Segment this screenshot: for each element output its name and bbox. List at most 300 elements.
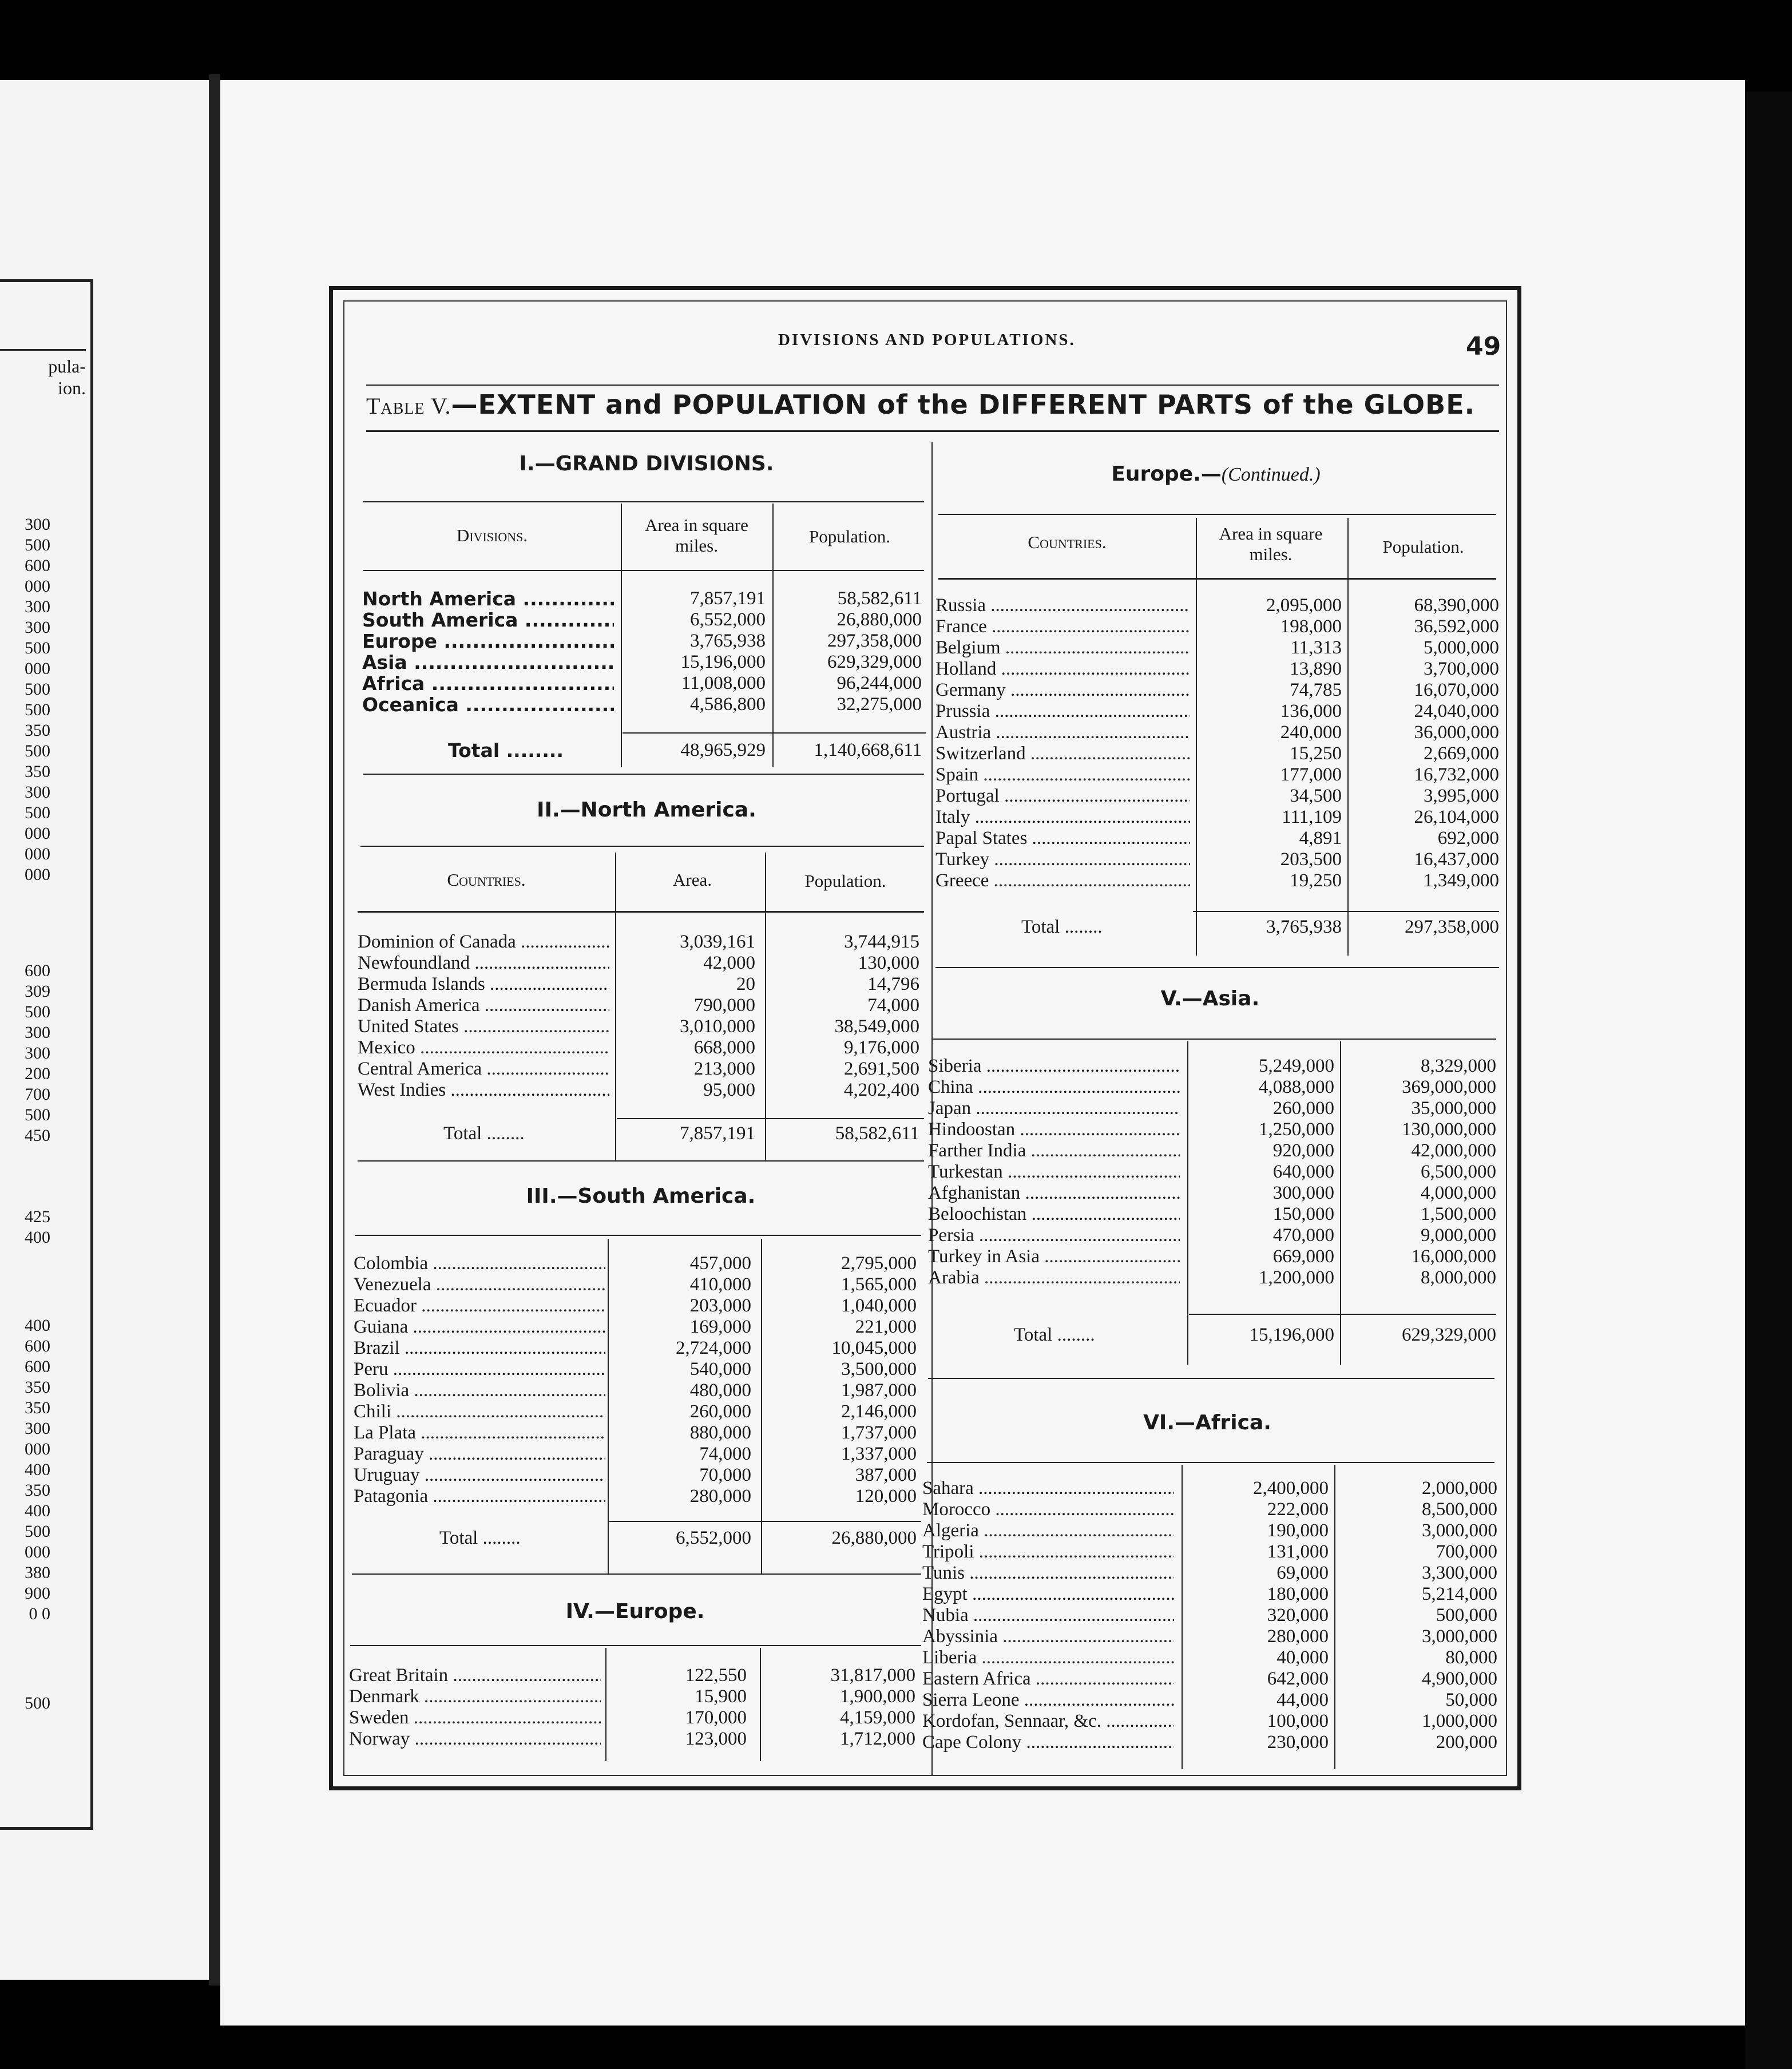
row-name: Greece .....: [935, 870, 1190, 891]
section-heading-europe-continued: [938, 462, 1493, 486]
table-row: [358, 932, 924, 953]
row-name: Uruguay .....: [354, 1465, 605, 1486]
row-area: 222,000: [1267, 1499, 1329, 1520]
row-area: 480,000: [689, 1380, 751, 1401]
left-page-number: 350: [25, 1398, 50, 1417]
row-area: 70,000: [699, 1465, 751, 1485]
left-page-number: 0 0: [29, 1604, 50, 1623]
left-page-number: 350: [25, 1481, 50, 1500]
table-row: [935, 828, 1502, 849]
row-population: 8,500,000: [1422, 1499, 1497, 1520]
row-population: 500,000: [1436, 1605, 1497, 1626]
row-population: 221,000: [855, 1317, 917, 1337]
row-area: 4,088,000: [1259, 1077, 1334, 1097]
left-page-number: 450: [25, 1126, 50, 1145]
rule: [1189, 1314, 1496, 1315]
left-page-number: 600: [25, 961, 50, 980]
col-header-population: Population.: [808, 526, 891, 546]
row-name: Nubia .....: [922, 1605, 1174, 1626]
row-name: Oceanica .....: [362, 694, 614, 715]
row-population: 4,000,000: [1421, 1183, 1496, 1203]
row-population: 120,000: [855, 1486, 917, 1507]
left-page-number: 400: [25, 1460, 50, 1479]
row-population: 1,349,000: [1424, 870, 1499, 891]
row-name: Great Britain .....: [349, 1665, 601, 1686]
row-area: 203,500: [1280, 849, 1342, 870]
row-population: 10,045,000: [831, 1338, 917, 1358]
rule: [609, 1521, 921, 1522]
col-header-countries: Countries.: [447, 870, 526, 890]
left-header-line: ion.: [58, 378, 86, 398]
row-area: 320,000: [1267, 1605, 1329, 1626]
left-page-number: 600: [25, 1357, 50, 1376]
left-page-number: 380: [25, 1563, 50, 1582]
row-name: Russia .....: [935, 595, 1190, 616]
row-area: 410,000: [689, 1274, 751, 1295]
col-header-population: Population.: [1382, 537, 1464, 557]
row-area: 48,965,929: [680, 740, 766, 760]
page-gutter: [209, 74, 220, 1985]
table-row: [358, 1080, 924, 1101]
row-name: Patagonia .....: [354, 1486, 605, 1507]
row-area: 3,010,000: [680, 1016, 755, 1037]
left-page-number: 300: [25, 515, 50, 534]
row-name: North America .....: [362, 588, 614, 609]
row-name: Tunis .....: [922, 1563, 1174, 1584]
row-area: 880,000: [689, 1422, 751, 1443]
row-population: 8,000,000: [1421, 1267, 1496, 1288]
left-page-number: 500: [25, 803, 50, 822]
table-row: [935, 786, 1502, 807]
row-name: China .....: [928, 1077, 1180, 1098]
row-area: 4,586,800: [690, 694, 766, 715]
row-area: 457,000: [689, 1253, 751, 1274]
table-row: [928, 1225, 1496, 1246]
row-area: 6,552,000: [690, 609, 766, 630]
table-row: [354, 1338, 921, 1359]
row-population: 58,582,611: [835, 1123, 919, 1144]
rule: [928, 1378, 1494, 1379]
row-area: 170,000: [685, 1707, 747, 1728]
row-population: 369,000,000: [1402, 1077, 1496, 1097]
rule: [935, 967, 1499, 968]
row-population: 1,737,000: [841, 1422, 917, 1443]
left-page-number: 700: [25, 1085, 50, 1104]
row-area: 300,000: [1272, 1183, 1334, 1203]
row-name: United States .....: [358, 1016, 609, 1037]
row-area: 42,000: [703, 953, 755, 973]
row-population: 16,000,000: [1411, 1246, 1496, 1267]
table-row: [349, 1686, 921, 1707]
row-name: Afghanistan .....: [928, 1183, 1180, 1204]
book-edge: [1745, 92, 1792, 2069]
section-heading-north-america: II.—North America.: [537, 798, 756, 822]
table-row: [928, 1183, 1496, 1204]
left-page-number: 500: [25, 742, 50, 760]
left-page-number: 350: [25, 762, 50, 781]
rule: [350, 1645, 921, 1646]
rule: [358, 911, 924, 913]
rule: [933, 1039, 1496, 1040]
row-area: 7,857,191: [690, 588, 766, 609]
row-name: Cape Colony .....: [922, 1732, 1174, 1753]
row-name: Morocco .....: [922, 1499, 1174, 1520]
row-population: 26,880,000: [831, 1528, 917, 1548]
table-row: [935, 722, 1502, 743]
table-row: [358, 1037, 924, 1059]
row-area: 74,785: [1290, 680, 1342, 700]
left-page-number: 400: [25, 1228, 50, 1247]
row-name: Eastern Africa .....: [922, 1668, 1174, 1690]
row-name: Portugal .....: [935, 786, 1190, 807]
row-area: 3,039,161: [680, 932, 755, 952]
left-page-number: 300: [25, 1044, 50, 1063]
table-row: [935, 701, 1502, 722]
row-name: Total .....: [935, 917, 1190, 938]
row-area: 6,552,000: [676, 1528, 751, 1548]
total-row: [358, 1123, 924, 1144]
row-population: 387,000: [855, 1465, 917, 1485]
table-row: [354, 1422, 921, 1444]
row-population: 16,437,000: [1414, 849, 1499, 870]
row-population: 1,000,000: [1422, 1711, 1497, 1731]
left-page-number: 300: [25, 1419, 50, 1438]
row-population: 3,000,000: [1422, 1626, 1497, 1647]
row-name: Brazil .....: [354, 1338, 605, 1359]
row-name: Kordofan, Sennaar, &c. .....: [922, 1711, 1174, 1732]
row-population: 1,040,000: [841, 1295, 917, 1316]
left-page-number: 000: [25, 845, 50, 863]
table-row: [922, 1541, 1497, 1563]
row-name: Dominion of Canada .....: [358, 932, 609, 953]
row-population: 297,358,000: [827, 631, 922, 651]
section-heading-grand-divisions: I.—GRAND DIVISIONS.: [519, 452, 774, 475]
row-area: 122,550: [685, 1665, 747, 1686]
table-row: [928, 1267, 1496, 1289]
row-population: 692,000: [1437, 828, 1499, 849]
row-area: 95,000: [703, 1080, 755, 1100]
row-population: 9,000,000: [1421, 1225, 1496, 1246]
row-name: Turkey in Asia .....: [928, 1246, 1180, 1267]
row-population: 2,146,000: [841, 1401, 917, 1422]
left-page-number: 300: [25, 597, 50, 616]
row-area: 131,000: [1267, 1541, 1329, 1562]
row-area: 213,000: [693, 1059, 755, 1079]
rule: [366, 430, 1499, 432]
table-row: [354, 1444, 921, 1465]
row-name: Danish America .....: [358, 995, 609, 1016]
row-area: 15,900: [695, 1686, 747, 1707]
row-name: Total .....: [928, 1325, 1180, 1346]
row-name: Switzerland .....: [935, 743, 1190, 764]
row-population: 130,000: [858, 953, 919, 973]
row-name: France .....: [935, 616, 1190, 637]
left-page-number: 500: [25, 1694, 50, 1713]
table-row: [922, 1711, 1497, 1732]
row-population: 3,995,000: [1424, 786, 1499, 806]
left-page-number: 000: [25, 659, 50, 678]
row-area: 2,400,000: [1253, 1478, 1329, 1499]
rule: [355, 1235, 921, 1236]
row-name: Sierra Leone .....: [922, 1690, 1174, 1711]
table-row: [362, 609, 926, 631]
row-population: 297,358,000: [1405, 917, 1499, 937]
row-area: 240,000: [1280, 722, 1342, 743]
rule: [366, 385, 1499, 386]
row-population: 3,300,000: [1422, 1563, 1497, 1583]
row-area: 790,000: [693, 995, 755, 1016]
row-population: 5,214,000: [1422, 1584, 1497, 1604]
table-row: [928, 1119, 1496, 1140]
row-name: Belgium .....: [935, 637, 1190, 659]
row-name: Paraguay .....: [354, 1444, 605, 1465]
row-area: 280,000: [1267, 1626, 1329, 1647]
row-area: 150,000: [1272, 1204, 1334, 1224]
row-name: South America .....: [362, 609, 614, 631]
row-name: Tripoli .....: [922, 1541, 1174, 1563]
row-population: 35,000,000: [1411, 1098, 1496, 1119]
row-population: 36,000,000: [1414, 722, 1499, 743]
row-population: 74,000: [867, 995, 919, 1016]
row-population: 1,500,000: [1421, 1204, 1496, 1224]
left-page-number: 600: [25, 556, 50, 575]
row-population: 26,880,000: [836, 609, 922, 630]
total-row: [935, 917, 1502, 938]
table-row: [928, 1246, 1496, 1267]
row-population: 3,500,000: [841, 1359, 917, 1380]
left-page-number: 900: [25, 1584, 50, 1603]
row-area: 11,313: [1290, 637, 1342, 658]
row-name: Total .....: [354, 1528, 605, 1549]
table-row: [358, 953, 924, 974]
table-row: [358, 1016, 924, 1037]
row-area: 20: [736, 974, 755, 994]
rule: [358, 1160, 924, 1162]
row-population: 9,176,000: [844, 1037, 919, 1058]
row-population: 58,582,611: [837, 588, 922, 609]
table-row: [935, 764, 1502, 786]
row-area: 640,000: [1272, 1162, 1334, 1182]
row-population: 700,000: [1436, 1541, 1497, 1562]
row-name: Asia .....: [362, 652, 614, 673]
table-row: [935, 807, 1502, 828]
table-row: [928, 1098, 1496, 1119]
row-population: 36,592,000: [1414, 616, 1499, 637]
table-row: [922, 1520, 1497, 1541]
left-page-number: 300: [25, 1023, 50, 1042]
table-row: [349, 1729, 921, 1750]
row-population: 14,796: [867, 974, 919, 994]
table-row: [354, 1380, 921, 1401]
row-population: 2,000,000: [1422, 1478, 1497, 1499]
row-area: 260,000: [689, 1401, 751, 1422]
table-row: [349, 1665, 921, 1686]
left-page-number: 309: [25, 982, 50, 1001]
table-row: [928, 1162, 1496, 1183]
row-name: Papal States .....: [935, 828, 1190, 849]
row-population: 4,202,400: [844, 1080, 919, 1100]
row-area: 34,500: [1290, 786, 1342, 806]
row-name: Japan .....: [928, 1098, 1180, 1119]
table-row: [935, 616, 1502, 637]
row-area: 111,109: [1282, 807, 1342, 827]
table-row: [935, 743, 1502, 764]
section-heading-europe: IV.—Europe.: [565, 1600, 705, 1623]
table-label: Table V.: [366, 393, 451, 419]
left-page-number: 350: [25, 1378, 50, 1397]
row-area: 642,000: [1267, 1668, 1329, 1689]
row-name: Holland .....: [935, 659, 1190, 680]
left-page-number: 000: [25, 1543, 50, 1561]
row-name: Beloochistan .....: [928, 1204, 1180, 1225]
row-population: 38,549,000: [834, 1016, 919, 1037]
row-area: 180,000: [1267, 1584, 1329, 1604]
running-head: DIVISIONS AND POPULATIONS.: [778, 331, 1076, 349]
row-population: 31,817,000: [830, 1665, 915, 1686]
row-population: 26,104,000: [1414, 807, 1499, 827]
row-name: Newfoundland .....: [358, 953, 609, 974]
row-name: Total .....: [358, 1123, 609, 1144]
rule: [363, 570, 924, 571]
row-population: 3,700,000: [1424, 659, 1499, 679]
left-facing-page: [0, 80, 209, 1980]
table-row: [354, 1465, 921, 1486]
left-page-number: 000: [25, 1440, 50, 1458]
table-row: [935, 849, 1502, 870]
table-row: [362, 694, 926, 715]
table-row: [362, 673, 926, 694]
table-row: [354, 1401, 921, 1422]
col-header-population: Population.: [804, 871, 886, 891]
row-population: 24,040,000: [1414, 701, 1499, 722]
row-name: Farther India .....: [928, 1140, 1180, 1162]
total-row: [354, 1528, 921, 1549]
table-title: [366, 389, 1505, 420]
rule: [617, 1118, 924, 1119]
row-area: 280,000: [689, 1486, 751, 1507]
left-header-line: pula-: [48, 356, 86, 376]
table-row: [928, 1056, 1496, 1077]
europe-cont-title: Europe.—: [1111, 462, 1222, 486]
left-page-number: 500: [25, 1002, 50, 1021]
table-row: [354, 1486, 921, 1507]
left-page-number: 200: [25, 1064, 50, 1083]
row-population: 1,337,000: [841, 1444, 917, 1464]
row-name: Total .....: [362, 740, 614, 761]
row-population: 32,275,000: [836, 694, 922, 715]
row-area: 470,000: [1272, 1225, 1334, 1246]
row-population: 4,159,000: [840, 1707, 915, 1728]
row-population: 6,500,000: [1421, 1162, 1496, 1182]
row-name: Bolivia .....: [354, 1380, 605, 1401]
rule: [927, 1462, 1494, 1463]
row-population: 2,795,000: [841, 1253, 917, 1274]
row-area: 3,765,938: [1266, 917, 1342, 937]
col-header-area: Area in square miles.: [645, 515, 748, 556]
rule: [352, 1573, 921, 1575]
europe-cont-note: (Continued.): [1221, 464, 1321, 485]
left-page-number: 500: [25, 536, 50, 554]
rule: [938, 514, 1496, 515]
row-name: Abyssinia .....: [922, 1626, 1174, 1647]
row-population: 96,244,000: [836, 673, 922, 693]
row-area: 100,000: [1267, 1711, 1329, 1731]
table-row: [922, 1478, 1497, 1499]
row-name: Algeria .....: [922, 1520, 1174, 1541]
section-heading-south-america: III.—South America.: [526, 1184, 756, 1208]
row-population: 16,070,000: [1414, 680, 1499, 700]
row-area: 44,000: [1276, 1690, 1329, 1710]
table-row: [922, 1605, 1497, 1626]
row-population: 42,000,000: [1411, 1140, 1496, 1161]
row-name: Sahara .....: [922, 1478, 1174, 1499]
left-page-number: 600: [25, 1337, 50, 1355]
table-row: [922, 1668, 1497, 1690]
rule: [360, 846, 924, 847]
left-page-number: 500: [25, 1105, 50, 1124]
table-row: [922, 1499, 1497, 1520]
col-header-area: Area.: [673, 870, 712, 890]
table-row: [922, 1647, 1497, 1668]
table-row: [928, 1140, 1496, 1162]
col-header-countries: Countries.: [1028, 532, 1107, 552]
table-row: [354, 1295, 921, 1317]
row-population: 1,712,000: [840, 1729, 915, 1749]
table-row: [935, 870, 1502, 891]
row-area: 169,000: [689, 1317, 751, 1337]
row-name: Chili .....: [354, 1401, 605, 1422]
row-area: 5,249,000: [1259, 1056, 1334, 1076]
row-area: 1,200,000: [1259, 1267, 1334, 1288]
row-population: 8,329,000: [1421, 1056, 1496, 1076]
row-population: 50,000: [1445, 1690, 1497, 1710]
row-name: Egypt .....: [922, 1584, 1174, 1605]
row-area: 920,000: [1272, 1140, 1334, 1161]
row-area: 7,857,191: [680, 1123, 755, 1144]
row-area: 136,000: [1280, 701, 1342, 722]
section-heading-asia: V.—Asia.: [1160, 987, 1260, 1010]
row-name: Germany .....: [935, 680, 1190, 701]
row-name: Prussia .....: [935, 701, 1190, 722]
table-row: [935, 680, 1502, 701]
row-name: Liberia .....: [922, 1647, 1174, 1668]
table-row: [362, 588, 926, 609]
row-population: 3,744,915: [844, 932, 919, 952]
left-page-number: 425: [25, 1207, 50, 1226]
row-population: 3,000,000: [1422, 1520, 1497, 1541]
table-row: [354, 1253, 921, 1274]
rule: [363, 501, 924, 502]
total-row: [928, 1325, 1496, 1346]
table-row: [362, 652, 926, 673]
row-area: 190,000: [1267, 1520, 1329, 1541]
left-page-number: 000: [25, 577, 50, 596]
table-row: [935, 595, 1502, 616]
row-population: 80,000: [1445, 1647, 1497, 1668]
left-page-header: [0, 349, 86, 399]
row-name: Norway .....: [349, 1729, 601, 1750]
table-row: [922, 1584, 1497, 1605]
row-population: 2,691,500: [844, 1059, 919, 1079]
row-name: Central America .....: [358, 1059, 609, 1080]
row-population: 5,000,000: [1424, 637, 1499, 658]
row-area: 40,000: [1276, 1647, 1329, 1668]
row-area: 2,724,000: [676, 1338, 751, 1358]
row-area: 3,765,938: [690, 631, 766, 651]
row-name: Austria .....: [935, 722, 1190, 743]
row-name: Europe .....: [362, 631, 614, 652]
row-name: Arabia .....: [928, 1267, 1180, 1289]
